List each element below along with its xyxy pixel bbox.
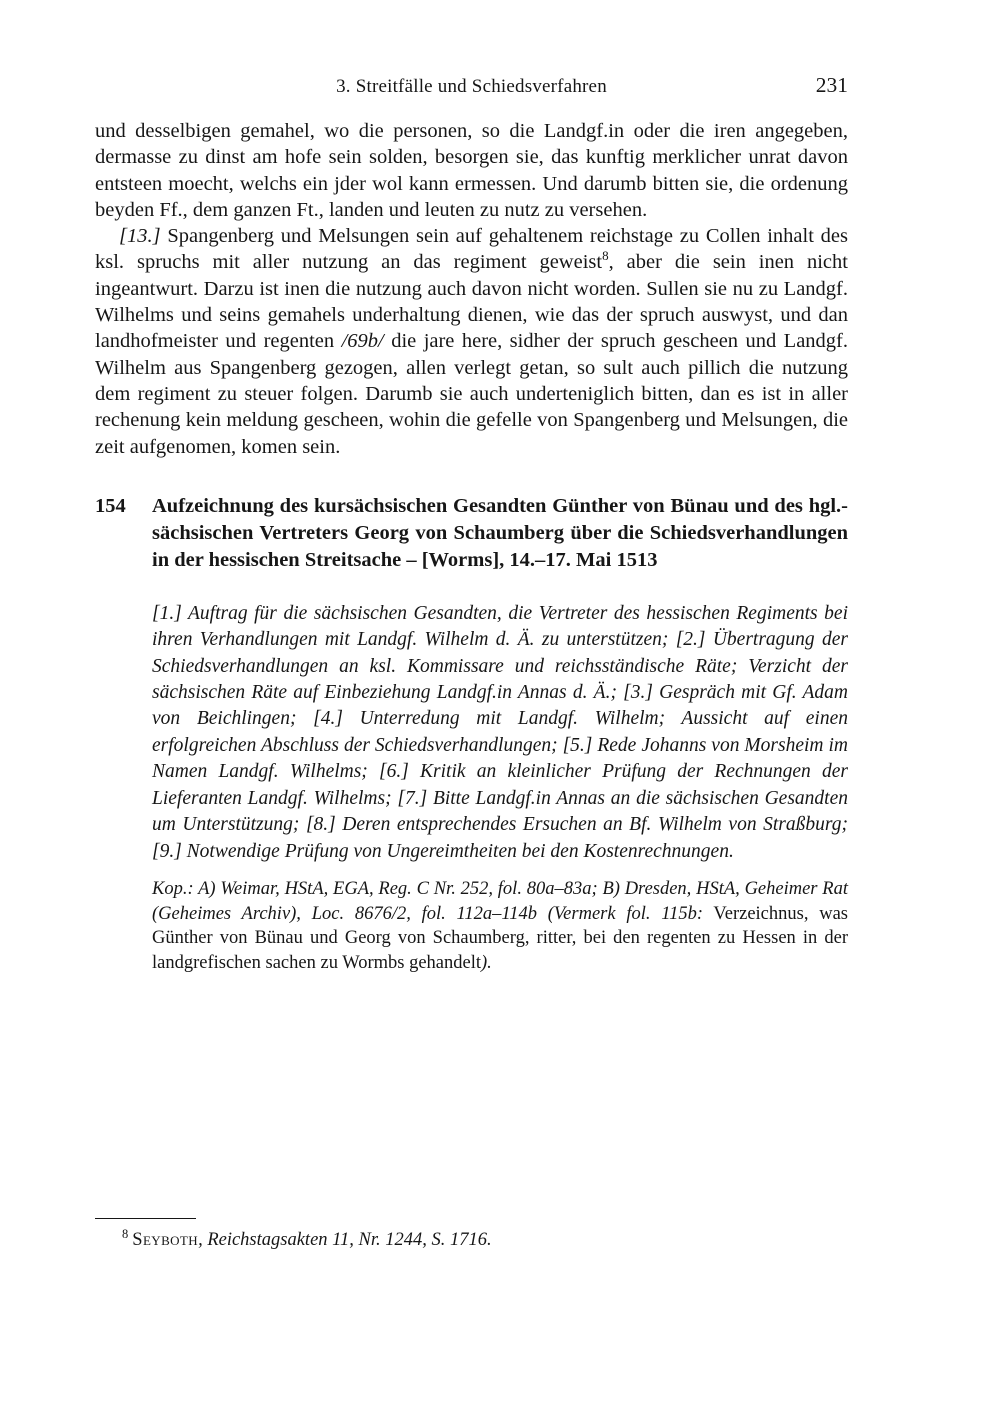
paragraph-13 (95, 223, 848, 460)
entry-title: Aufzeichnung des kursächsischen Gesandten Günther von Bünau und des hgl.-sächsischen Vertreters Georg von Schaumberg über die Schiedsverhandlungen in der hessischen Streitsache – [Worms], 14.–17. Mai 1513 (152, 494, 848, 571)
paragraph-continuation: und desselbigen gemahel, wo die personen, so die Landgf.in oder die iren angegeben, dermasse zu dinst am hofe sein solden, besorgen sie, das kunftig merklicher unrat davon entsteen moecht, welchs ein jder wol kann ermessen. Und darumb bitten sie, die ordenung beyden Ff., dem ganzen Ft., landen und leuten zu nutz zu versehen. (95, 120, 848, 221)
paragraph-13-text-1: Spangenberg und Melsungen sein auf gehaltenem reichstage zu Collen inhalt des ksl. spruchs mit aller nutzung an das regiment geweist (95, 225, 848, 274)
entry-sources (152, 877, 848, 975)
footnote-marker: 8 (122, 1226, 129, 1241)
entry-154-heading (95, 493, 848, 574)
section-marker-13: [13.] (119, 225, 161, 248)
entry-summary: [1.] Auftrag für die sächsischen Gesandten, die Vertreter des hessischen Regiments bei ihren Verhandlungen mit Landgf. Wilhelm d. Ä. zu unterstützen; [2.] Übertragung der Schiedsverhandlungen an ksl. Kommissare und reichsständische Räte; Verzicht der sächsischen Räte auf Einbeziehung Landgf.in Annas d. Ä.; [3.] Gespräch mit Gf. Adam von Beichlingen; [4.] Unterredung mit Landgf. Wilhelm; Aussicht auf einen erfolgreichen Abschluss der Schiedsverhandlungen; [5.] Rede Johanns von Morsheim im Namen Landgf. Wilhelms; [6.] Kritik an kleinlicher Prüfung der Rechnungen der Lieferanten Landgf. Wilhelms; [7.] Bitte Landgf.in Annas an die sächsischen Gesandten um Unterstützung; [8.] Deren entsprechendes Ersuchen an Bf. Wilhelm von Straßburg; [9.] Notwendige Prüfung von Ungereimtheiten bei den Kostenrechnungen. (152, 602, 848, 862)
entry-154 (95, 493, 848, 975)
sources-italic-1: Kop.: A) Weimar, HStA, EGA, Reg. C Nr. 252, fol. 80a–83a; B) Dresden, HStA, Geheimer Rat (Geheimes Archiv), Loc. 8676/2, fol. 112a–114b (Vermerk fol. 115b: (152, 878, 848, 924)
running-title: 3. Streitfälle und Schiedsverfahren (336, 76, 607, 97)
footnote-author: Seyboth (132, 1230, 199, 1250)
page-header (95, 73, 848, 102)
sources-italic-2: ). (481, 952, 492, 973)
text-block (95, 73, 849, 975)
paragraph-13-text-3: die jare here, sidher der spruch gescheen und Landgf. Wilhelm aus Spangenberg gezogen, allen verlegt getan, so sult auch pillich die nutzung dem regiment zu steuer folgen. Darumb sie auch underteniglich bitten, dan es ist in aller rechenung kein meldung gescheen, wohin die gefelle von Spangenberg und Melsungen, die zeit aufgenomen, komen sein. (95, 330, 849, 458)
footnote-separator-rule (95, 1218, 196, 1219)
footnote-area (95, 1218, 848, 1252)
sources-roman-1: Verzeichnus, was Günther von Bünau und Georg von Schaumberg, ritter, bei den regenten zu Hessen in der landgrefischen sachen zu Wormbs gehandelt (152, 903, 848, 973)
page-body (95, 118, 848, 975)
page-number: 231 (815, 73, 848, 97)
entry-number: 154 (95, 494, 126, 517)
footnote-ref-8: 8 (602, 248, 609, 264)
paragraph-13-text-2: , aber die sein inen nicht ingeantwurt. Darzu ist inen die nutzung auch davon nicht worden. Sullen sie nu zu Landgf. Wilhelms und seins gemahels underhaltung dienen, wie das der spruch auswyst, und dan landhofmeister und regenten (95, 251, 848, 353)
folio-marker-69b: /69b/ (341, 330, 384, 353)
footnote-citation: , Reichstagsakten 11, Nr. 1244, S. 1716. (198, 1230, 492, 1250)
footnote-8 (95, 1228, 848, 1252)
